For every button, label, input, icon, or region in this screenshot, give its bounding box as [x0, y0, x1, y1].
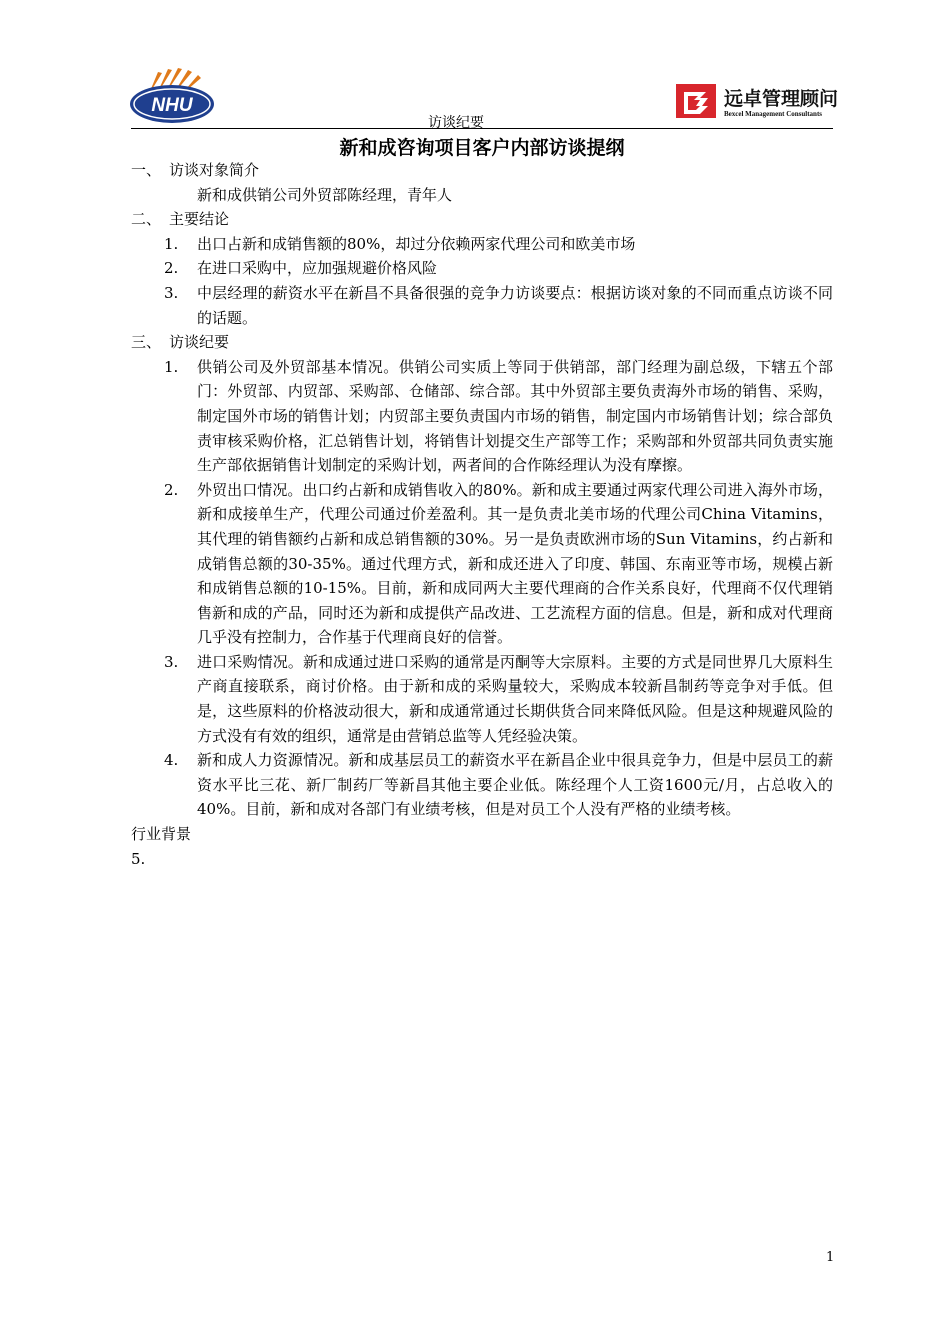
header-divider — [131, 128, 833, 129]
section-heading: 主要结论 — [169, 210, 230, 229]
item-number: 2. — [164, 259, 179, 278]
list-item — [131, 256, 833, 281]
section-paragraph: 新和成供销公司外贸部陈经理，青年人 — [197, 185, 453, 204]
item-number: 1. — [164, 234, 179, 253]
svg-text:远卓管理顾问: 远卓管理顾问 — [724, 88, 839, 110]
item-text: 供销公司及外贸部基本情况。供销公司实质上等同于供销部，部门经理为副总级，下辖五个部门：外贸部、内贸部、采购部、仓储部、综合部。其中外贸部主要负责海外市场的销售、采购，制定国外市场的销售计划；内贸部主要负责国内市场的销售，制定国内市场销售计划；综合部负责审核采购价格，汇总销售计划，将销售计划提交生产部等工作；采购部和外贸部共同负责实施生产部依据销售计划制定的采购计划，两者间的合作陈经理认为没有摩擦。 — [197, 357, 833, 475]
list-item — [131, 281, 833, 330]
industry-background-heading: 行业背景 — [131, 825, 192, 844]
list-item — [131, 650, 833, 748]
item-number: 3. — [164, 283, 179, 302]
item-number: 3. — [164, 652, 179, 671]
section-3 — [131, 330, 833, 822]
item-number: 2. — [164, 480, 179, 499]
section-number: 一、 — [131, 161, 162, 179]
document-title: 新和成咨询项目客户内部访谈提纲 — [339, 137, 625, 159]
item-text: 新和成人力资源情况。新和成基层员工的薪资水平在新昌企业中很具竞争力，但是中层员工的薪资水平比三花、新厂制药厂等新昌其他主要企业低。陈经理个人工资1600元/月，占总收入的40%。目前，新和成对各部门有业绩考核，但是对员工个人没有严格的业绩考核。 — [197, 751, 833, 819]
page-number: 1 — [826, 1250, 835, 1265]
list-item — [131, 355, 833, 478]
list-item — [131, 478, 833, 650]
item-text: 进口采购情况。新和成通过进口采购的通常是丙酮等大宗原料。主要的方式是同世界几大原料生产商直接联系，商讨价格。由于新和成的采购量较大，采购成本较新昌制药等竞争对手低。但是，这些原料的价格波动很大，新和成通常通过长期供货合同来降低风险。但是这种规避风险的方式没有有效的组织，通常是由营销总监等人凭经验决策。 — [197, 652, 833, 745]
item-number: 1. — [164, 357, 179, 376]
section-number: 二、 — [131, 210, 162, 229]
nhu-logo — [128, 66, 218, 126]
section-number: 三、 — [131, 333, 162, 352]
item-text: 在进口采购中，应加强规避价格风险 — [197, 259, 438, 278]
header-label: 访谈纪要 — [428, 115, 484, 131]
item-text: 外贸出口情况。出口约占新和成销售收入的80%。新和成主要通过两家代理公司进入海外市场，新和成接单生产，代理公司通过价差盈利。其一是负责北美市场的代理公司China Vitamins，其代理的销售额约占新和成总销售额的30%。另一是负责欧洲市场的Sun Vitamins，约占新和成销售总额的30-35%。通过代理方式，新和成还进入了印度、韩国、东南亚等市场，规模占新和成销售总额的10-15%。目前，新和成同两大主要代理商的合作关系良好，代理商不仅代理销售新和成的产品，同时还为新和成提供产品改进、工艺流程方面的信息。但是，新和成对代理商几乎没有控制力，合作基于代理商良好的信誉。 — [197, 480, 833, 647]
bexcel-logo — [674, 80, 864, 120]
section-2 — [131, 207, 833, 330]
section-heading: 访谈纪要 — [169, 333, 230, 352]
svg-text:NHU: NHU — [151, 95, 193, 116]
list-item — [131, 232, 833, 257]
list-item — [131, 748, 833, 822]
svg-text:Bexcel Management Consultants: Bexcel Management Consultants — [724, 110, 822, 118]
item-text: 中层经理的薪资水平在新昌不具备很强的竞争力访谈要点：根据访谈对象的不同而重点访谈不同的话题。 — [197, 283, 833, 327]
trailing-number: 5. — [131, 849, 146, 868]
section-1 — [131, 158, 833, 207]
item-text: 出口占新和成销售额的80%，却过分依赖两家代理公司和欧美市场 — [197, 234, 636, 253]
item-number: 4. — [164, 751, 179, 770]
document-body — [131, 158, 833, 871]
section-heading: 访谈对象简介 — [169, 161, 260, 179]
